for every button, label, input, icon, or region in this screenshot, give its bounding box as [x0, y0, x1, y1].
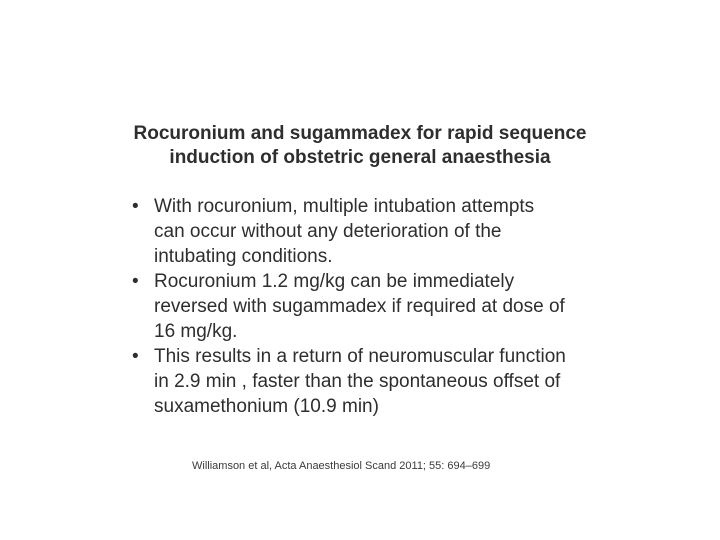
bullet-3-line-1: This results in a return of neuromuscular function: [154, 346, 566, 367]
bullet-2-line-2: reversed with sugammadex if required at dose of: [154, 296, 565, 317]
bullet-1-line-3: intubating conditions.: [154, 246, 333, 267]
bullet-item-3: [132, 344, 592, 419]
bullet-dot-icon: •: [132, 271, 139, 292]
bullet-2-line-1: Rocuronium 1.2 mg/kg can be immediately: [154, 271, 515, 292]
bullet-1-line-1: With rocuronium, multiple intubation attempts: [154, 196, 535, 217]
bullet-1-line-2: can occur without any deterioration of the: [154, 221, 502, 242]
bullet-2-line-3: 16 mg/kg.: [154, 321, 238, 342]
citation: Williamson et al, Acta Anaesthesiol Scand 2011; 55: 694–699: [192, 460, 491, 472]
slide-title: [120, 122, 600, 170]
bullet-3-line-2: in 2.9 min , faster than the spontaneous offset of: [154, 371, 561, 392]
bullet-item-2: [132, 269, 592, 344]
bullet-3-line-3: suxamethonium (10.9 min): [154, 396, 379, 417]
bullet-dot-icon: •: [132, 196, 139, 217]
title-line-1: Rocuronium and sugammadex for rapid sequence: [133, 123, 587, 144]
bullet-list: [132, 194, 592, 419]
bullet-item-1: [132, 194, 592, 269]
title-line-2: induction of obstetric general anaesthesia: [169, 147, 551, 168]
bullet-dot-icon: •: [132, 346, 139, 367]
